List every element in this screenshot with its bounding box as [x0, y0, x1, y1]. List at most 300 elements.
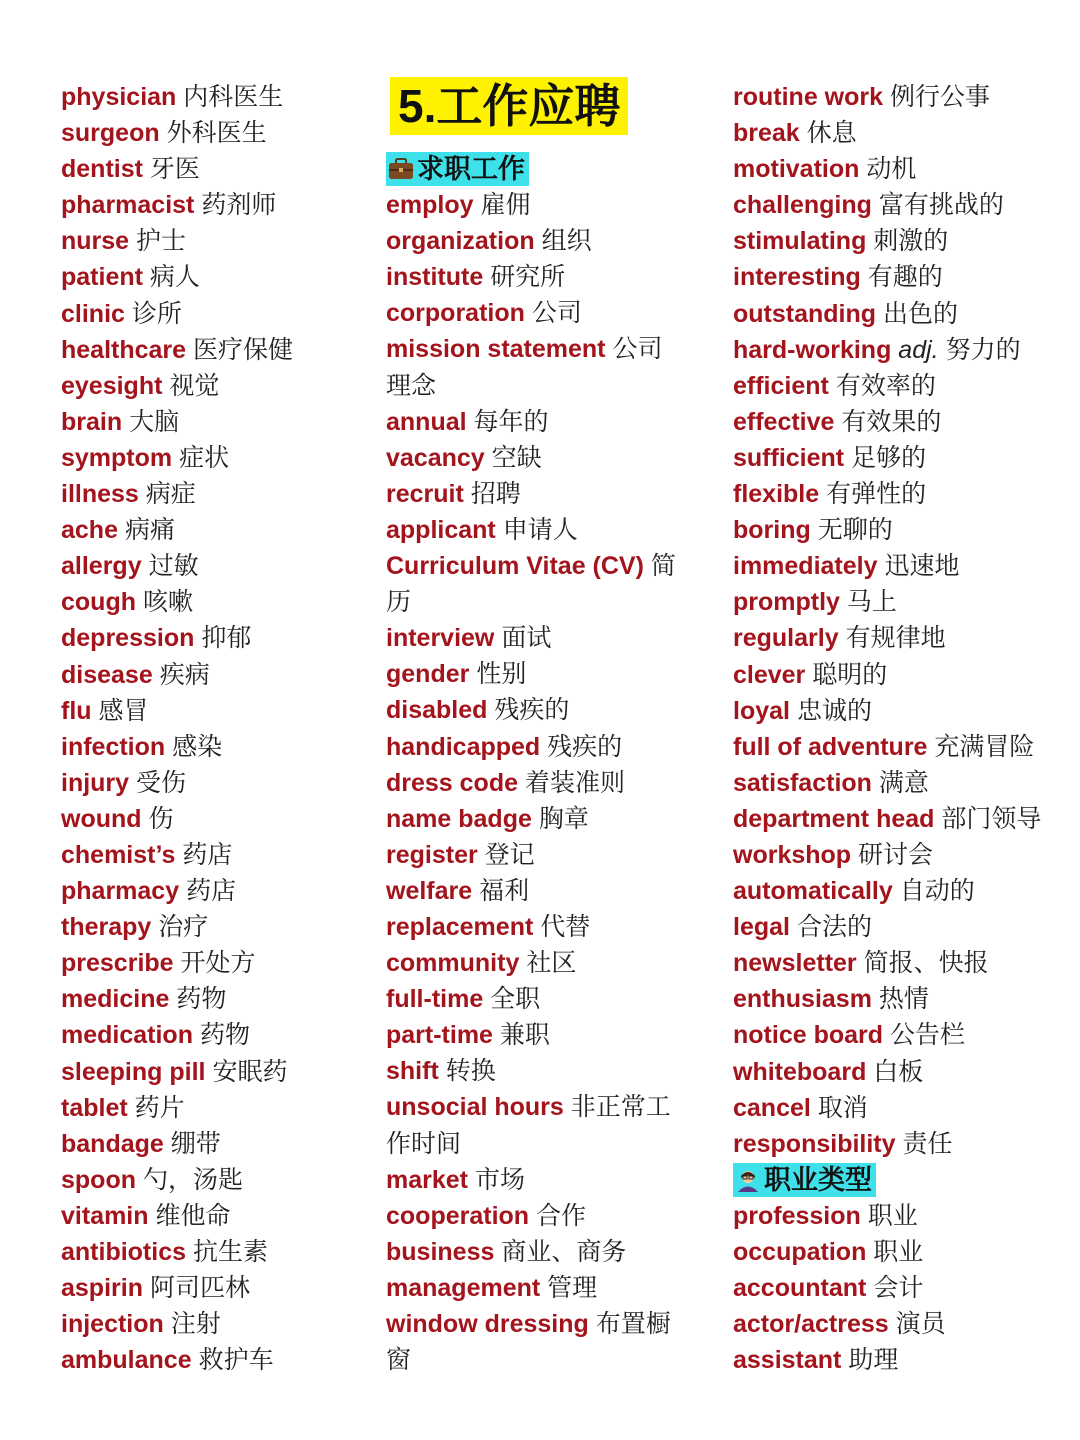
teacher-icon [735, 1168, 761, 1192]
vocab-entry [61, 620, 371, 656]
chinese-translation: 会计 [873, 1274, 924, 1303]
vocab-entry [61, 1198, 371, 1234]
section-heading-occupation-types [733, 1163, 876, 1197]
english-word: welfare [386, 876, 473, 905]
chinese-translation: 转换 [445, 1057, 496, 1086]
chinese-translation: 满意 [878, 768, 929, 797]
english-word: illness [61, 480, 139, 509]
vocab-entry [61, 693, 371, 729]
chinese-translation: 维他命 [155, 1201, 231, 1230]
chinese-translation: 出色的 [882, 299, 958, 328]
english-word: assistant [733, 1346, 842, 1375]
vocab-entry [61, 115, 371, 151]
chinese-translation: 面试 [501, 624, 552, 653]
vocab-entry [733, 657, 1063, 693]
section-heading-job-seeking [386, 152, 529, 186]
chinese-translation: 足够的 [851, 443, 927, 472]
english-word: sufficient [733, 443, 845, 472]
chinese-translation: 社区 [526, 949, 577, 978]
chinese-translation: 合作 [536, 1201, 587, 1230]
chinese-translation: 动机 [866, 155, 917, 184]
vocab-entry [61, 1162, 371, 1198]
vocab-entry [386, 692, 686, 728]
english-word: name badge [386, 804, 532, 833]
entries-list [733, 1198, 1063, 1378]
chinese-translation: 药剂师 [201, 191, 277, 220]
english-word: clinic [61, 299, 125, 328]
chinese-translation: 病症 [145, 480, 196, 509]
english-word: nurse [61, 227, 130, 256]
english-word: mission statement [386, 335, 606, 364]
chinese-translation: 病人 [149, 263, 200, 292]
chinese-translation: 无聊的 [817, 516, 893, 545]
chinese-translation: 申请人 [502, 515, 578, 544]
chinese-translation: 职业 [873, 1238, 924, 1266]
english-word: actor/actress [733, 1310, 889, 1339]
english-word: interesting [733, 263, 861, 292]
vocab-entry [733, 1306, 1063, 1342]
english-word: window dressing [386, 1310, 589, 1338]
chinese-translation: 过敏 [148, 552, 199, 581]
chinese-translation: 外科医生 [166, 119, 267, 148]
vocab-entry [61, 548, 371, 584]
vocab-entry [61, 657, 371, 693]
vocab-entry [733, 1054, 1063, 1090]
english-word: interview [386, 624, 495, 653]
vocab-entry [386, 1306, 686, 1378]
english-word: management [386, 1273, 541, 1302]
vocab-entry [386, 981, 686, 1017]
section-heading-label: 求职工作 [417, 154, 525, 184]
chinese-translation: 研究所 [490, 263, 566, 292]
english-word: injury [61, 768, 130, 797]
vocab-entry [61, 945, 371, 981]
vocab-entry [61, 404, 371, 440]
vocab-entry [386, 1234, 686, 1270]
english-word: routine work [733, 83, 884, 111]
english-word: cooperation [386, 1201, 530, 1230]
chinese-translation: 忠诚的 [796, 696, 872, 725]
chinese-translation: 布置橱窗 [386, 1310, 671, 1375]
chinese-translation: 雇佣 [480, 191, 531, 220]
english-word: annual [386, 407, 467, 436]
vocab-entry [386, 801, 686, 837]
chinese-translation: 咳嗽 [142, 588, 193, 617]
chinese-translation: 胸章 [538, 804, 589, 833]
chinese-translation: 每年的 [473, 407, 549, 436]
vocab-entry [733, 223, 1063, 259]
chinese-translation: 绷带 [170, 1129, 221, 1158]
vocab-entry [386, 1089, 686, 1161]
english-word: gender [386, 660, 470, 689]
chinese-translation: 视觉 [169, 371, 220, 400]
english-word: vitamin [61, 1201, 149, 1230]
chinese-translation: 充满冒险 [934, 732, 1035, 761]
english-word: department head [733, 804, 935, 833]
vocab-entry [61, 151, 371, 187]
section-row-occupation-types [733, 1162, 1063, 1198]
english-word: register [386, 840, 478, 869]
vocab-entry [733, 1234, 1063, 1270]
part-of-speech: adj. [898, 335, 939, 364]
chinese-translation: 性别 [476, 660, 527, 689]
chinese-translation: 有趣的 [867, 263, 943, 292]
english-word: depression [61, 624, 195, 653]
chinese-translation: 开处方 [180, 949, 256, 978]
chinese-translation: 迅速地 [884, 552, 960, 581]
vocab-entry [386, 440, 686, 476]
vocab-entry [386, 548, 686, 620]
vocab-entry [733, 332, 1063, 368]
english-word: efficient [733, 371, 829, 400]
vocab-entry [61, 1054, 371, 1090]
vocab-entry [733, 187, 1063, 223]
vocab-entry [733, 909, 1063, 945]
entries-list [733, 79, 1063, 1162]
vocab-entry [61, 729, 371, 765]
chinese-translation: 热情 [878, 985, 929, 1014]
english-word: physician [61, 83, 177, 111]
vocab-entry [386, 1270, 686, 1306]
chinese-translation: 着装准则 [524, 768, 625, 797]
vocab-entry [733, 512, 1063, 548]
chinese-translation: 安眠药 [212, 1057, 288, 1086]
vocab-entry [733, 801, 1063, 837]
english-word: allergy [61, 552, 142, 581]
english-word: tablet [61, 1093, 128, 1122]
english-word: satisfaction [733, 768, 872, 797]
vocab-entry [733, 620, 1063, 656]
chinese-translation: 取消 [817, 1093, 868, 1122]
vocab-entry [386, 837, 686, 873]
chinese-translation: 牙医 [149, 155, 200, 184]
chinese-translation: 公告栏 [889, 1021, 965, 1050]
english-word: medicine [61, 985, 170, 1014]
vocab-entry [386, 223, 686, 259]
english-word: patient [61, 263, 143, 292]
vocab-entry [61, 223, 371, 259]
entries-list [386, 187, 686, 1378]
chinese-translation: 抑郁 [201, 624, 252, 653]
chinese-translation: 非正常工作时间 [386, 1093, 671, 1158]
english-word: vacancy [386, 443, 485, 472]
english-word: accountant [733, 1274, 867, 1303]
vocab-entry [61, 1270, 371, 1306]
english-word: spoon [61, 1165, 136, 1194]
vocab-entry [386, 1198, 686, 1234]
vocab-entry [61, 1126, 371, 1162]
vocab-entry [61, 909, 371, 945]
english-word: workshop [733, 840, 852, 869]
chinese-translation: 症状 [179, 443, 230, 472]
vocab-entry [61, 1234, 371, 1270]
vocab-entry [733, 765, 1063, 801]
vocab-entry [61, 873, 371, 909]
chinese-translation: 富有挑战的 [878, 191, 1004, 220]
chinese-translation: 伤 [148, 804, 174, 833]
chinese-translation: 组织 [541, 227, 592, 256]
english-word: part-time [386, 1021, 493, 1050]
english-word: pharmacy [61, 877, 180, 906]
chinese-translation: 自动的 [899, 877, 975, 906]
english-word: ambulance [61, 1346, 192, 1375]
vocab-entry [386, 729, 686, 765]
chinese-translation: 感染 [172, 732, 223, 761]
chinese-translation: 勺，汤匙 [142, 1165, 243, 1194]
vocab-entry [386, 259, 686, 295]
english-word: disease [61, 660, 153, 689]
vocab-entry [386, 1162, 686, 1198]
vocab-entry [386, 295, 686, 331]
vocab-entry [61, 981, 371, 1017]
chinese-translation: 聪明的 [812, 660, 888, 689]
chinese-translation: 责任 [902, 1129, 953, 1158]
chinese-translation: 残疾的 [494, 696, 570, 725]
chinese-translation: 空缺 [491, 443, 542, 472]
english-word: chemist’s [61, 840, 176, 869]
vocab-entry [733, 115, 1063, 151]
chinese-translation: 药物 [199, 1021, 250, 1050]
chinese-translation: 简历 [386, 552, 676, 617]
vocab-entry [733, 440, 1063, 476]
chinese-translation: 市场 [474, 1165, 525, 1194]
vocab-entry [386, 909, 686, 945]
chinese-translation: 努力的 [945, 335, 1021, 364]
chinese-translation: 登记 [484, 840, 535, 869]
vocab-entry [733, 259, 1063, 295]
column-work-attitude-vocab [733, 79, 1063, 1378]
chinese-translation: 管理 [547, 1273, 598, 1302]
english-word: immediately [733, 552, 878, 581]
chinese-translation: 有弹性的 [826, 480, 927, 509]
vocab-entry [386, 620, 686, 656]
english-word: employ [386, 191, 474, 220]
vocab-entry [61, 1090, 371, 1126]
english-word: cough [61, 588, 136, 617]
chinese-translation: 药店 [182, 840, 233, 869]
chinese-translation: 大脑 [129, 407, 180, 436]
section-heading-label: 职业类型 [764, 1164, 872, 1195]
vocab-entry [733, 296, 1063, 332]
english-word: injection [61, 1310, 164, 1339]
vocab-entry [61, 79, 371, 115]
vocab-entry [61, 1017, 371, 1053]
chinese-translation: 马上 [846, 588, 897, 617]
chinese-translation: 病痛 [124, 516, 175, 545]
english-word: corporation [386, 299, 525, 328]
vocab-entry [386, 1053, 686, 1089]
vocab-entry [733, 981, 1063, 1017]
chinese-translation: 福利 [479, 876, 530, 905]
vocab-entry [733, 1198, 1063, 1234]
english-word: ache [61, 516, 118, 545]
english-word: automatically [733, 877, 893, 906]
chinese-translation: 医疗保健 [193, 335, 294, 364]
english-word: notice board [733, 1021, 884, 1050]
chinese-translation: 残疾的 [547, 732, 623, 761]
chinese-translation: 救护车 [198, 1346, 274, 1375]
chinese-translation: 全职 [490, 985, 541, 1014]
english-word: wound [61, 804, 142, 833]
english-word: shift [386, 1057, 439, 1086]
chinese-translation: 助理 [848, 1346, 899, 1375]
english-word: boring [733, 516, 811, 545]
vocab-entry [61, 801, 371, 837]
english-word: infection [61, 732, 166, 761]
column-job-application-vocab [386, 79, 686, 1378]
english-word: flexible [733, 480, 820, 509]
vocab-entry [733, 79, 1063, 115]
vocab-entry [733, 476, 1063, 512]
chinese-translation: 受伤 [136, 768, 187, 797]
vocab-entry [733, 945, 1063, 981]
vocab-entry [61, 440, 371, 476]
vocab-entry [733, 1090, 1063, 1126]
chinese-translation: 招聘 [470, 479, 521, 508]
vocab-entry [61, 368, 371, 404]
english-word: effective [733, 407, 835, 436]
english-word: break [733, 119, 800, 148]
chinese-translation: 诊所 [131, 299, 182, 328]
english-word: replacement [386, 912, 534, 941]
chinese-translation: 药物 [176, 985, 227, 1014]
english-word: symptom [61, 443, 173, 472]
english-word: applicant [386, 515, 496, 544]
chinese-translation: 阿司匹林 [149, 1274, 250, 1303]
english-word: cancel [733, 1093, 811, 1122]
section-row-job-seeking [386, 151, 686, 187]
chinese-translation: 注射 [170, 1310, 221, 1339]
chinese-translation: 药店 [186, 877, 237, 906]
vocab-entry [61, 296, 371, 332]
chinese-translation: 研讨会 [858, 840, 934, 869]
page-title: 5.工作应聘 [390, 77, 628, 135]
vocab-entry [733, 1126, 1063, 1162]
briefcase-icon [388, 157, 414, 181]
vocab-entry [386, 765, 686, 801]
vocab-entry [386, 187, 686, 223]
vocab-entry [733, 1017, 1063, 1053]
english-word: eyesight [61, 371, 163, 400]
english-word: organization [386, 227, 535, 256]
chinese-translation: 治疗 [158, 913, 209, 942]
chinese-translation: 白板 [873, 1057, 924, 1086]
vocab-entry [733, 584, 1063, 620]
english-word: motivation [733, 155, 860, 184]
vocab-entry [733, 693, 1063, 729]
chinese-translation: 护士 [136, 227, 187, 256]
english-word: aspirin [61, 1274, 143, 1303]
vocab-entry [61, 584, 371, 620]
vocab-entry [61, 765, 371, 801]
chinese-translation: 职业 [867, 1201, 918, 1230]
english-word: outstanding [733, 299, 877, 328]
english-word: community [386, 949, 520, 978]
vocab-entry [386, 512, 686, 548]
vocab-entry [733, 404, 1063, 440]
vocab-entry [386, 873, 686, 909]
english-word: healthcare [61, 335, 187, 364]
english-word: profession [733, 1201, 861, 1230]
english-word: dress code [386, 768, 519, 797]
vocab-entry [733, 873, 1063, 909]
vocab-entry [386, 656, 686, 692]
chinese-translation: 抗生素 [192, 1238, 268, 1266]
chinese-translation: 公司理念 [386, 335, 663, 400]
english-word: legal [733, 913, 790, 942]
vocab-entry [61, 1306, 371, 1342]
english-word: therapy [61, 913, 152, 942]
english-word: clever [733, 660, 806, 689]
english-word: recruit [386, 479, 464, 508]
english-word: medication [61, 1021, 193, 1050]
english-word: Curriculum Vitae (CV) [386, 552, 644, 581]
vocab-entry [386, 404, 686, 440]
chinese-translation: 疾病 [159, 660, 210, 689]
chinese-translation: 休息 [806, 119, 857, 148]
vocab-entry [386, 476, 686, 512]
english-word: surgeon [61, 119, 160, 148]
vocab-entry [733, 151, 1063, 187]
chinese-translation: 刺激的 [873, 227, 949, 256]
english-word: full-time [386, 985, 484, 1014]
english-word: bandage [61, 1129, 164, 1158]
english-word: handicapped [386, 732, 541, 761]
english-word: antibiotics [61, 1238, 187, 1266]
chinese-translation: 简报、快报 [863, 949, 989, 978]
english-word: hard-working [733, 335, 892, 364]
vocab-entry [61, 512, 371, 548]
chinese-translation: 代替 [540, 912, 591, 941]
english-word: dentist [61, 155, 143, 184]
vocab-entry [386, 945, 686, 981]
chinese-translation: 商业、商务 [501, 1237, 627, 1266]
english-word: disabled [386, 696, 488, 725]
english-word: prescribe [61, 949, 174, 978]
english-word: regularly [733, 624, 839, 653]
vocab-entry [733, 729, 1063, 765]
vocab-entry [733, 1270, 1063, 1306]
english-word: occupation [733, 1238, 867, 1266]
english-word: business [386, 1237, 495, 1266]
vocab-entry [61, 187, 371, 223]
chinese-translation: 公司 [531, 299, 582, 328]
english-word: whiteboard [733, 1057, 867, 1086]
english-word: responsibility [733, 1129, 896, 1158]
english-word: challenging [733, 191, 872, 220]
english-word: full of adventure [733, 732, 928, 761]
vocab-entry [61, 1342, 371, 1378]
vocab-entry [386, 1017, 686, 1053]
column-medical-vocab [61, 79, 371, 1378]
chinese-translation: 兼职 [499, 1021, 550, 1050]
chinese-translation: 有规律地 [845, 624, 946, 653]
english-word: flu [61, 696, 92, 725]
chinese-translation: 内科医生 [183, 83, 284, 111]
english-word: newsletter [733, 949, 857, 978]
chinese-translation: 感冒 [98, 696, 149, 725]
vocab-entry [61, 837, 371, 873]
chinese-translation: 例行公事 [889, 83, 990, 111]
chinese-translation: 药片 [134, 1093, 185, 1122]
title-container [386, 79, 686, 151]
english-word: promptly [733, 588, 840, 617]
vocab-entry [61, 476, 371, 512]
chinese-translation: 部门领导 [941, 804, 1042, 833]
english-word: enthusiasm [733, 985, 872, 1014]
english-word: sleeping pill [61, 1057, 206, 1086]
vocab-entry [733, 1342, 1063, 1378]
